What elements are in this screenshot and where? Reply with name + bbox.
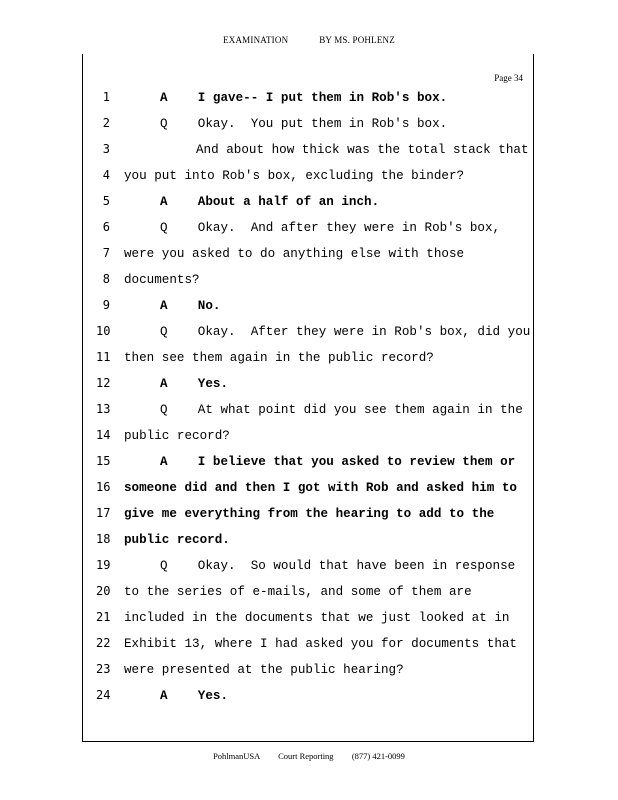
line-text: public record? — [124, 429, 230, 443]
line-number: 22 — [96, 636, 111, 650]
transcript-line — [0, 142, 618, 168]
line-number: 9 — [102, 298, 110, 312]
line-text: were you asked to do anything else with those — [124, 247, 465, 261]
transcript-line — [0, 480, 618, 506]
page-header — [0, 35, 618, 45]
transcript-line — [0, 610, 618, 636]
line-text: Q Okay. You put them in Rob's box. — [160, 117, 448, 131]
line-number: 24 — [96, 688, 111, 702]
line-text: give me everything from the hearing to add to the — [124, 507, 495, 521]
transcript-line — [0, 116, 618, 142]
transcript-line — [0, 350, 618, 376]
transcript-line — [0, 298, 618, 324]
footer-phone: (877) 421-0099 — [351, 751, 405, 761]
line-number: 8 — [102, 272, 110, 286]
transcript-line — [0, 584, 618, 610]
transcript-line — [0, 428, 618, 454]
line-text: documents? — [124, 273, 200, 287]
transcript-line — [0, 168, 618, 194]
line-text: Q Okay. After they were in Rob's box, did you — [160, 325, 531, 339]
line-number: 14 — [96, 428, 111, 442]
line-text: A About a half of an inch. — [160, 195, 380, 209]
transcript-line — [0, 454, 618, 480]
line-number: 21 — [96, 610, 111, 624]
transcript-line — [0, 376, 618, 402]
line-number: 19 — [96, 558, 111, 572]
line-text: A No. — [160, 299, 221, 313]
transcript-line — [0, 688, 618, 714]
line-number: 10 — [96, 324, 111, 338]
transcript-line — [0, 324, 618, 350]
line-number: 2 — [102, 116, 110, 130]
line-text: Q At what point did you see them again in the — [160, 403, 523, 417]
line-text: A Yes. — [160, 377, 229, 391]
line-text: to the series of e-mails, and some of them are — [124, 585, 472, 599]
transcript-line — [0, 402, 618, 428]
line-text: And about how thick was the total stack that — [196, 143, 529, 157]
line-number: 23 — [96, 662, 111, 676]
page-number: Page 34 — [494, 73, 523, 83]
header-examiner: BY MS. POHLENZ — [319, 35, 395, 45]
line-number: 7 — [102, 246, 110, 260]
page-footer — [0, 751, 618, 761]
line-number: 4 — [102, 168, 110, 182]
line-text: included in the documents that we just looked at in — [124, 611, 510, 625]
line-number: 18 — [96, 532, 111, 546]
transcript-line — [0, 272, 618, 298]
line-number: 5 — [102, 194, 110, 208]
transcript-line — [0, 194, 618, 220]
line-number: 16 — [96, 480, 111, 494]
transcript-line — [0, 246, 618, 272]
line-number: 1 — [102, 90, 110, 104]
transcript-line — [0, 532, 618, 558]
line-number: 11 — [96, 350, 111, 364]
line-number: 13 — [96, 402, 111, 416]
header-section: EXAMINATION — [223, 35, 289, 45]
line-number: 3 — [102, 142, 110, 156]
footer-company: PohlmanUSA — [213, 751, 260, 761]
line-text: A I believe that you asked to review them or — [160, 455, 516, 469]
line-number: 17 — [96, 506, 111, 520]
line-text: public record. — [124, 533, 230, 547]
line-text: then see them again in the public record? — [124, 351, 434, 365]
transcript-line — [0, 636, 618, 662]
transcript-line — [0, 220, 618, 246]
line-text: someone did and then I got with Rob and asked him to — [124, 481, 517, 495]
line-text: were presented at the public hearing? — [124, 663, 404, 677]
line-text: Q Okay. So would that have been in response — [160, 559, 516, 573]
line-text: A Yes. — [160, 689, 229, 703]
transcript-line — [0, 662, 618, 688]
transcript-line — [0, 506, 618, 532]
line-text: you put into Rob's box, excluding the binder? — [124, 169, 465, 183]
line-number: 20 — [96, 584, 111, 598]
line-text: Exhibit 13, where I had asked you for documents that — [124, 637, 517, 651]
footer-service: Court Reporting — [278, 751, 334, 761]
line-number: 15 — [96, 454, 111, 468]
line-number: 12 — [96, 376, 111, 390]
line-number: 6 — [102, 220, 110, 234]
transcript-line — [0, 558, 618, 584]
line-text: A I gave-- I put them in Rob's box. — [160, 91, 448, 105]
transcript-line — [0, 90, 618, 116]
line-text: Q Okay. And after they were in Rob's box, — [160, 221, 501, 235]
